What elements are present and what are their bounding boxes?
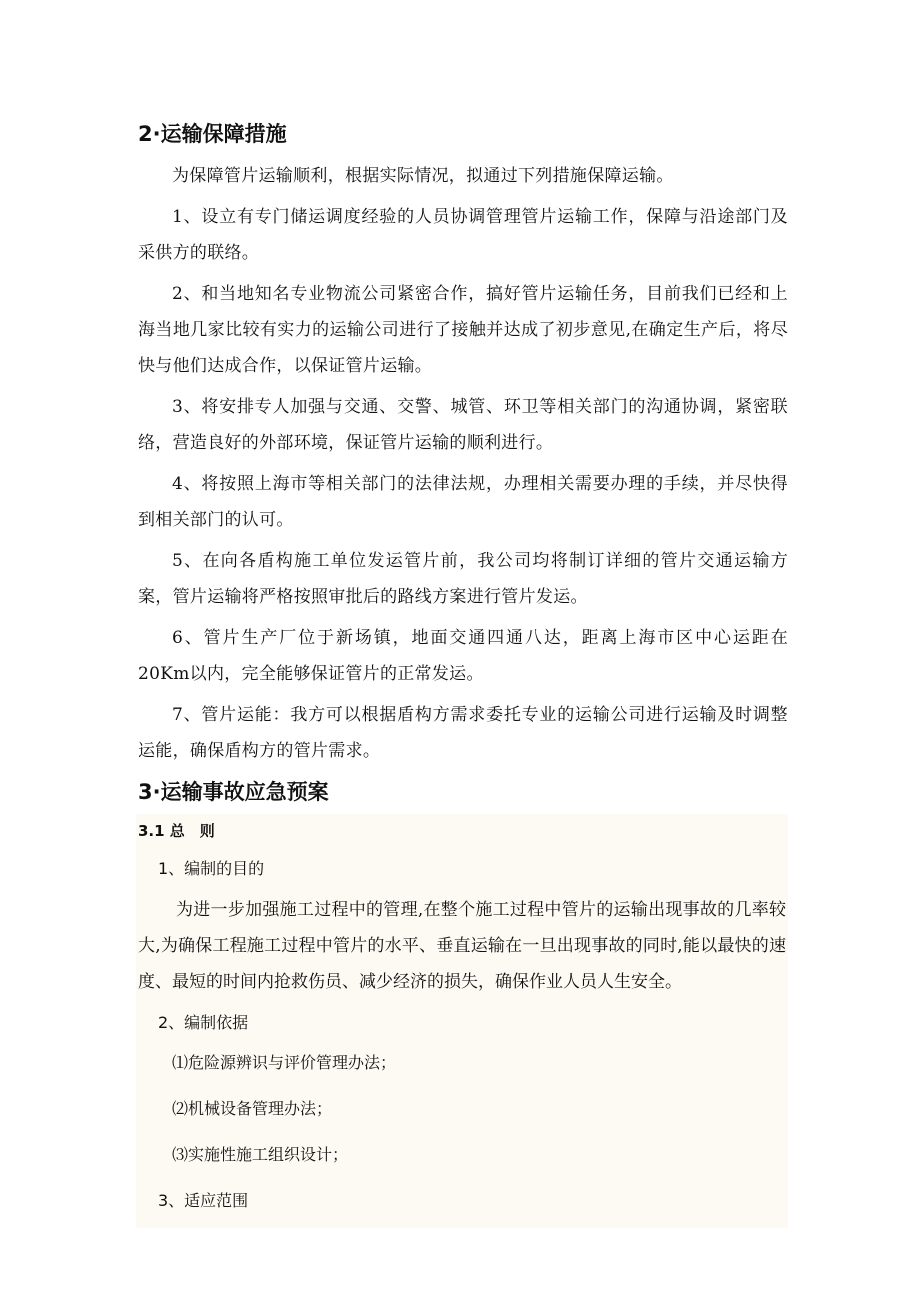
subsection-3-1-title: 3.1 总 则	[138, 822, 215, 840]
purpose-heading: 1、编制的目的	[158, 859, 265, 878]
measure-4: 4、将按照上海市等相关部门的法律法规，办理相关需要办理的手续，并尽快得到相关部门的认可。	[138, 474, 788, 530]
section-2-intro: 为保障管片运输顺利，根据实际情况，拟通过下列措施保障运输。	[172, 166, 674, 186]
section-3-title: 3·运输事故应急预案	[138, 780, 329, 804]
basis-item-1: ⑴危险源辨识与评价管理办法；	[172, 1053, 397, 1072]
document-body	[138, 116, 788, 1228]
measure-7: 7、管片运能：我方可以根据盾构方需求委托专业的运输公司进行运输及时调整运能，确保盾构方的管片需求。	[138, 705, 788, 761]
basis-heading: 2、编制依据	[158, 1013, 249, 1032]
basis-item-3: ⑶实施性施工组织设计；	[172, 1145, 349, 1164]
scope-heading: 3、适应范围	[158, 1191, 249, 1210]
general-provisions-block	[136, 814, 788, 1228]
measure-3: 3、将安排专人加强与交通、交警、城管、环卫等相关部门的沟通协调，紧密联络，营造良好的外部环境，保证管片运输的顺利进行。	[138, 397, 788, 453]
measure-5: 5、在向各盾构施工单位发运管片前，我公司均将制订详细的管片交通运输方案，管片运输将严格按照审批后的路线方案进行管片发运。	[138, 551, 788, 607]
section-2-title: 2·运输保障措施	[138, 122, 287, 146]
measure-2: 2、和当地知名专业物流公司紧密合作，搞好管片运输任务，目前我们已经和上海当地几家比较有实力的运输公司进行了接触并达成了初步意见,在确定生产后，将尽快与他们达成合作，以保证管片运输。	[138, 284, 788, 376]
measure-1: 1、设立有专门储运调度经验的人员协调管理管片运输工作，保障与沿途部门及采供方的联络。	[138, 207, 788, 263]
basis-item-2: ⑵机械设备管理办法；	[172, 1099, 333, 1118]
purpose-text: 为进一步加强施工过程中的管理,在整个施工过程中管片的运输出现事故的几率较大,为确保工程施工过程中管片的水平、垂直运输在一旦出现事故的同时,能以最快的速度、最短的时间内抢救伤员、减少经济的损失，确保作业人员人生安全。	[138, 900, 786, 992]
measure-6: 6、管片生产厂位于新场镇，地面交通四通八达，距离上海市区中心运距在20Km以内，完全能够保证管片的正常发运。	[138, 628, 788, 684]
